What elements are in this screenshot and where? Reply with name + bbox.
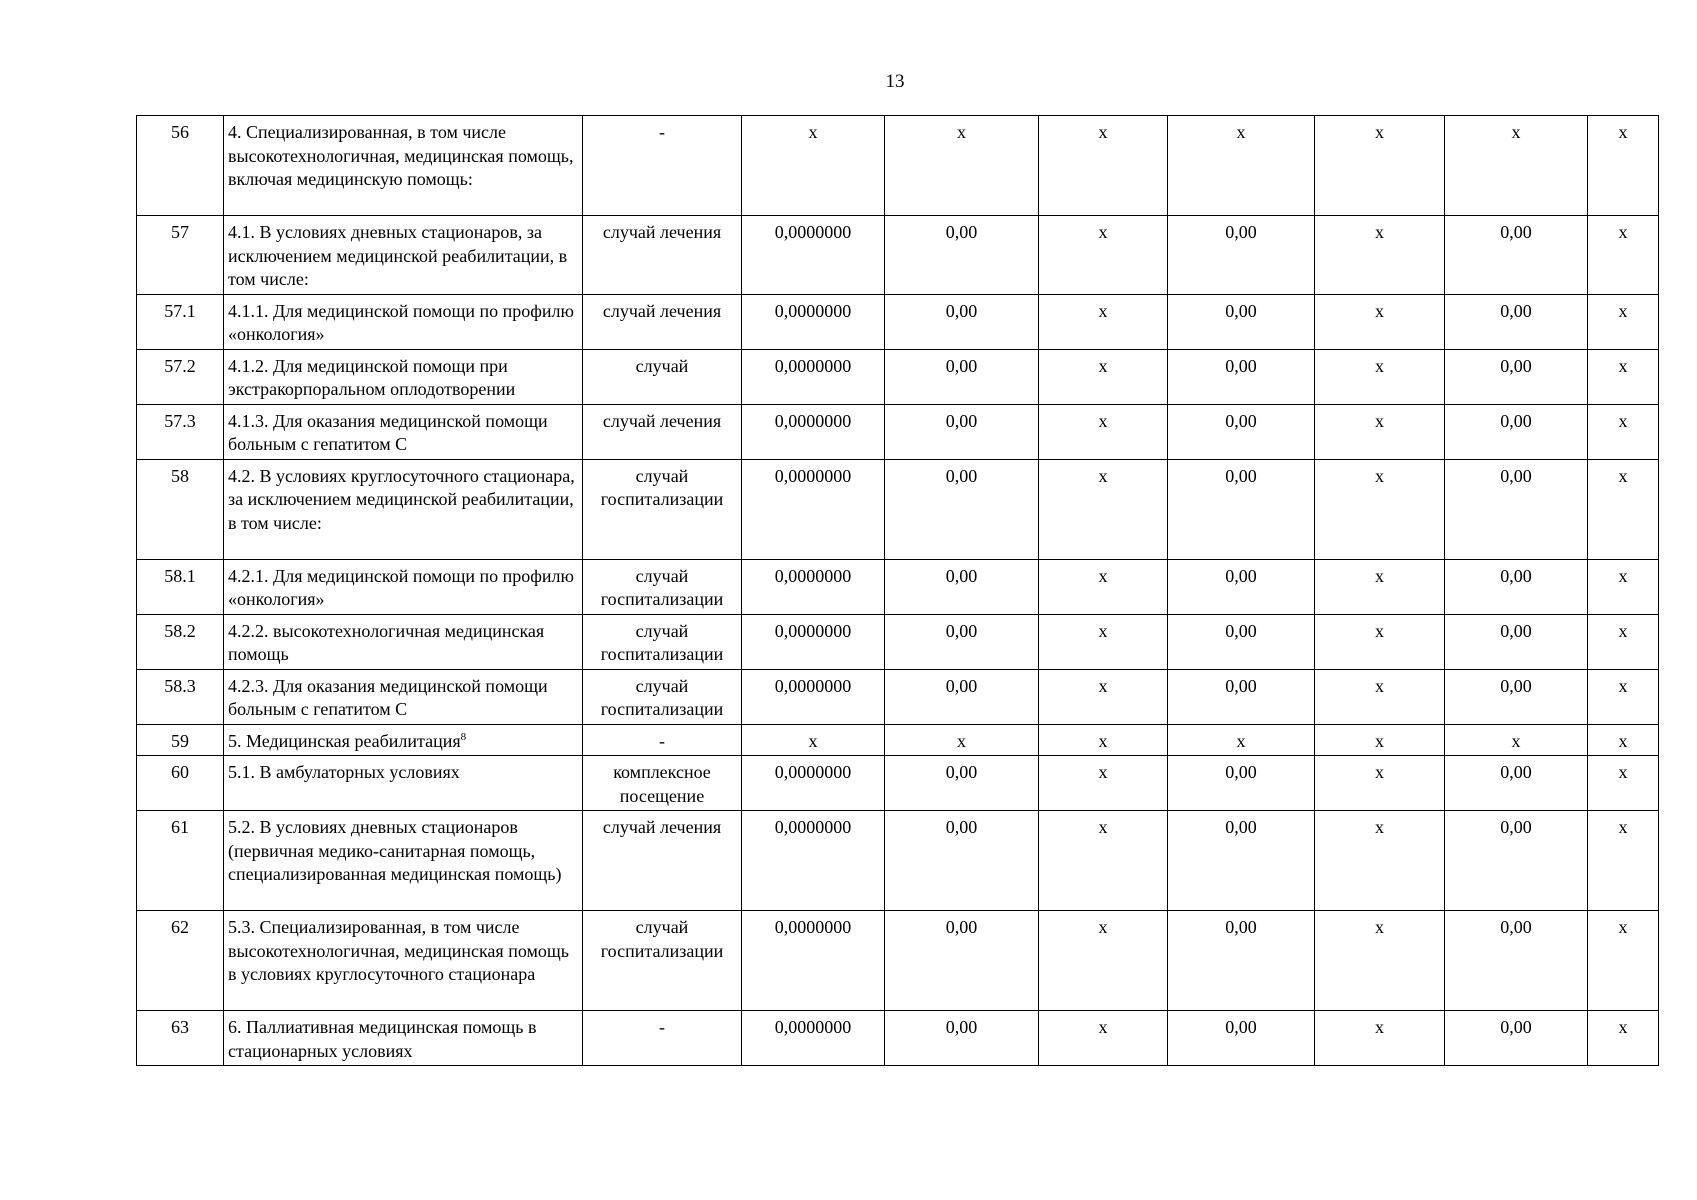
row-number-cell: 58 <box>137 459 224 559</box>
table-body <box>137 116 1659 1066</box>
row-value-cell: 0,00 <box>885 811 1039 911</box>
row-name-cell <box>224 116 583 216</box>
table-row <box>137 459 1659 559</box>
row-value-cell: 0,0000000 <box>742 669 885 724</box>
table-row <box>137 294 1659 349</box>
row-value-cell: 0,00 <box>885 559 1039 614</box>
row-value-cell: х <box>1445 116 1588 216</box>
row-value-cell: 0,00 <box>1445 756 1588 811</box>
table-row <box>137 911 1659 1011</box>
row-value-cell: 0,0000000 <box>742 294 885 349</box>
row-value-cell: 0,00 <box>1168 614 1315 669</box>
row-value-cell: х <box>885 724 1039 756</box>
row-number-cell: 57.2 <box>137 349 224 404</box>
row-value-cell: 0,00 <box>885 459 1039 559</box>
row-value-cell: х <box>1039 349 1168 404</box>
row-unit-cell: случай госпитализации <box>583 459 742 559</box>
row-unit-cell: случай госпитализации <box>583 559 742 614</box>
row-value-cell: х <box>1315 216 1445 295</box>
row-value-cell: х <box>1039 294 1168 349</box>
row-number-cell: 59 <box>137 724 224 756</box>
row-value-cell: 0,00 <box>1445 1011 1588 1066</box>
row-value-cell: х <box>1588 1011 1659 1066</box>
row-value-cell: 0,0000000 <box>742 459 885 559</box>
row-value-cell: х <box>1039 911 1168 1011</box>
row-value-cell: х <box>1588 349 1659 404</box>
row-value-cell: х <box>1588 459 1659 559</box>
row-value-cell: х <box>1315 116 1445 216</box>
row-value-cell: 0,0000000 <box>742 911 885 1011</box>
row-value-cell: 0,00 <box>1168 911 1315 1011</box>
row-name-cell <box>224 1011 583 1066</box>
row-value-cell: 0,00 <box>1168 559 1315 614</box>
row-value-cell: 0,00 <box>1168 459 1315 559</box>
row-value-cell: х <box>1315 1011 1445 1066</box>
row-number-cell: 63 <box>137 1011 224 1066</box>
footnote-marker: 8 <box>460 730 467 743</box>
row-value-cell: 0,00 <box>1168 811 1315 911</box>
row-name-cell <box>224 756 583 811</box>
row-value-cell: 0,00 <box>1168 669 1315 724</box>
row-name-cell <box>224 559 583 614</box>
row-value-cell: 0,00 <box>1168 294 1315 349</box>
row-value-cell: х <box>742 116 885 216</box>
row-value-cell: х <box>1445 724 1588 756</box>
row-name-cell <box>224 669 583 724</box>
row-value-cell: 0,0000000 <box>742 756 885 811</box>
row-unit-cell: случай госпитализации <box>583 911 742 1011</box>
row-name-cell <box>224 724 583 756</box>
row-value-cell: х <box>1588 811 1659 911</box>
data-table <box>136 115 1659 1066</box>
row-value-cell: 0,00 <box>1445 459 1588 559</box>
row-name-text: 5.1. В амбулаторных условиях <box>228 762 460 782</box>
row-value-cell: х <box>1039 1011 1168 1066</box>
row-value-cell: 0,00 <box>1445 294 1588 349</box>
row-value-cell: 0,00 <box>1168 756 1315 811</box>
row-value-cell: 0,00 <box>885 614 1039 669</box>
row-value-cell: х <box>1039 459 1168 559</box>
table-row <box>137 216 1659 295</box>
row-value-cell: 0,00 <box>1445 349 1588 404</box>
row-value-cell: 0,0000000 <box>742 1011 885 1066</box>
row-name-text: 5.2. В условиях дневных стационаров (первичная медико-санитарная помощь, специализированная медицинская помощь) <box>228 817 562 884</box>
row-unit-cell: случай лечения <box>583 811 742 911</box>
row-name-cell <box>224 459 583 559</box>
row-name-text: 4.1.2. Для медицинской помощи при экстракорпоральном оплодотворении <box>228 355 516 399</box>
row-value-cell: х <box>1588 294 1659 349</box>
row-unit-cell: случай госпитализации <box>583 614 742 669</box>
row-value-cell: х <box>1315 724 1445 756</box>
row-value-cell: х <box>1315 294 1445 349</box>
row-value-cell: 0,00 <box>885 216 1039 295</box>
row-value-cell: х <box>1315 756 1445 811</box>
row-value-cell: х <box>1588 669 1659 724</box>
row-name-cell <box>224 216 583 295</box>
row-name-text: 4.1.3. Для оказания медицинской помощи больным с гепатитом С <box>228 410 548 454</box>
row-value-cell: 0,00 <box>1445 614 1588 669</box>
row-value-cell: 0,00 <box>1445 216 1588 295</box>
row-value-cell: х <box>1315 349 1445 404</box>
row-unit-cell: случай <box>583 349 742 404</box>
row-name-text: 4. Специализированная, в том числе высокотехнологичная, медицинская помощь, включая медицинскую помощь: <box>228 122 574 189</box>
row-value-cell: 0,00 <box>1445 559 1588 614</box>
row-value-cell: х <box>1168 724 1315 756</box>
table-row <box>137 349 1659 404</box>
row-name-text: 5. Медицинская реабилитация <box>228 730 461 751</box>
table-row <box>137 756 1659 811</box>
table-row <box>137 724 1659 756</box>
row-value-cell: 0,00 <box>885 404 1039 459</box>
table-row <box>137 614 1659 669</box>
row-value-cell: 0,0000000 <box>742 216 885 295</box>
row-value-cell: 0,00 <box>1445 811 1588 911</box>
row-number-cell: 56 <box>137 116 224 216</box>
row-value-cell: 0,00 <box>885 911 1039 1011</box>
row-value-cell: х <box>1588 756 1659 811</box>
row-name-text: 4.2.2. высокотехнологичная медицинская помощь <box>228 620 545 664</box>
row-value-cell: 0,00 <box>1445 669 1588 724</box>
row-value-cell: х <box>742 724 885 756</box>
table-row <box>137 404 1659 459</box>
row-value-cell: х <box>1588 724 1659 756</box>
row-unit-cell: - <box>583 116 742 216</box>
row-value-cell: х <box>1039 404 1168 459</box>
row-value-cell: х <box>1588 911 1659 1011</box>
row-value-cell: 0,0000000 <box>742 404 885 459</box>
row-value-cell: 0,0000000 <box>742 614 885 669</box>
row-value-cell: х <box>1315 614 1445 669</box>
row-value-cell: 0,00 <box>1168 349 1315 404</box>
row-value-cell: 0,00 <box>885 1011 1039 1066</box>
row-value-cell: х <box>1039 669 1168 724</box>
row-value-cell: х <box>1588 216 1659 295</box>
row-unit-cell: - <box>583 724 742 756</box>
row-value-cell: 0,00 <box>1168 216 1315 295</box>
row-name-text: 4.1.1. Для медицинской помощи по профилю «онкология» <box>228 300 574 344</box>
row-value-cell: х <box>1039 756 1168 811</box>
row-number-cell: 60 <box>137 756 224 811</box>
row-name-cell <box>224 404 583 459</box>
row-value-cell: 0,00 <box>1168 1011 1315 1066</box>
row-number-cell: 62 <box>137 911 224 1011</box>
row-name-cell <box>224 911 583 1011</box>
row-value-cell: х <box>1039 811 1168 911</box>
row-value-cell: х <box>1039 614 1168 669</box>
row-number-cell: 58.2 <box>137 614 224 669</box>
row-value-cell: 0,00 <box>1168 404 1315 459</box>
table-row <box>137 669 1659 724</box>
row-name-cell <box>224 349 583 404</box>
row-unit-cell: комплексное посещение <box>583 756 742 811</box>
row-number-cell: 57 <box>137 216 224 295</box>
row-value-cell: х <box>1588 559 1659 614</box>
row-name-text: 4.2.1. Для медицинской помощи по профилю «онкология» <box>228 565 574 609</box>
row-value-cell: 0,00 <box>885 294 1039 349</box>
row-name-text: 4.2.3. Для оказания медицинской помощи больным с гепатитом С <box>228 675 548 719</box>
row-number-cell: 57.3 <box>137 404 224 459</box>
row-value-cell: х <box>885 116 1039 216</box>
row-unit-cell: случай лечения <box>583 216 742 295</box>
row-value-cell: х <box>1315 811 1445 911</box>
row-value-cell: х <box>1315 911 1445 1011</box>
row-value-cell: х <box>1315 669 1445 724</box>
row-value-cell: 0,00 <box>1445 911 1588 1011</box>
row-number-cell: 58.3 <box>137 669 224 724</box>
row-unit-cell: - <box>583 1011 742 1066</box>
row-unit-cell: случай госпитализации <box>583 669 742 724</box>
table-row <box>137 811 1659 911</box>
row-value-cell: х <box>1315 459 1445 559</box>
row-value-cell: х <box>1588 614 1659 669</box>
page-number: 13 <box>885 71 905 92</box>
row-value-cell: 0,00 <box>885 349 1039 404</box>
row-name-text: 5.3. Специализированная, в том числе высокотехнологичная, медицинская помощь в условиях круглосуточного стационара <box>228 917 569 984</box>
row-value-cell: 0,0000000 <box>742 811 885 911</box>
row-value-cell: х <box>1039 216 1168 295</box>
row-value-cell: 0,00 <box>885 669 1039 724</box>
row-number-cell: 57.1 <box>137 294 224 349</box>
row-name-cell <box>224 614 583 669</box>
row-value-cell: х <box>1039 559 1168 614</box>
row-value-cell: х <box>1168 116 1315 216</box>
row-unit-cell: случай лечения <box>583 294 742 349</box>
row-value-cell: 0,0000000 <box>742 349 885 404</box>
row-name-cell <box>224 294 583 349</box>
row-value-cell: 0,0000000 <box>742 559 885 614</box>
row-name-cell <box>224 811 583 911</box>
row-value-cell: х <box>1039 724 1168 756</box>
row-number-cell: 61 <box>137 811 224 911</box>
row-value-cell: х <box>1588 116 1659 216</box>
table-row <box>137 116 1659 216</box>
row-name-text: 6. Паллиативная медицинская помощь в стационарных условиях <box>228 1017 537 1061</box>
row-value-cell: 0,00 <box>1445 404 1588 459</box>
table-row <box>137 1011 1659 1066</box>
row-unit-cell: случай лечения <box>583 404 742 459</box>
row-value-cell: х <box>1039 116 1168 216</box>
table-row <box>137 559 1659 614</box>
row-number-cell: 58.1 <box>137 559 224 614</box>
row-value-cell: х <box>1588 404 1659 459</box>
row-name-text: 4.2. В условиях круглосуточного стационара, за исключением медицинской реабилитации, в том числе: <box>228 465 575 533</box>
row-value-cell: х <box>1315 404 1445 459</box>
row-value-cell: 0,00 <box>885 756 1039 811</box>
row-value-cell: х <box>1315 559 1445 614</box>
row-name-text: 4.1. В условиях дневных стационаров, за исключением медицинской реабилитации, в том числе: <box>228 222 568 289</box>
